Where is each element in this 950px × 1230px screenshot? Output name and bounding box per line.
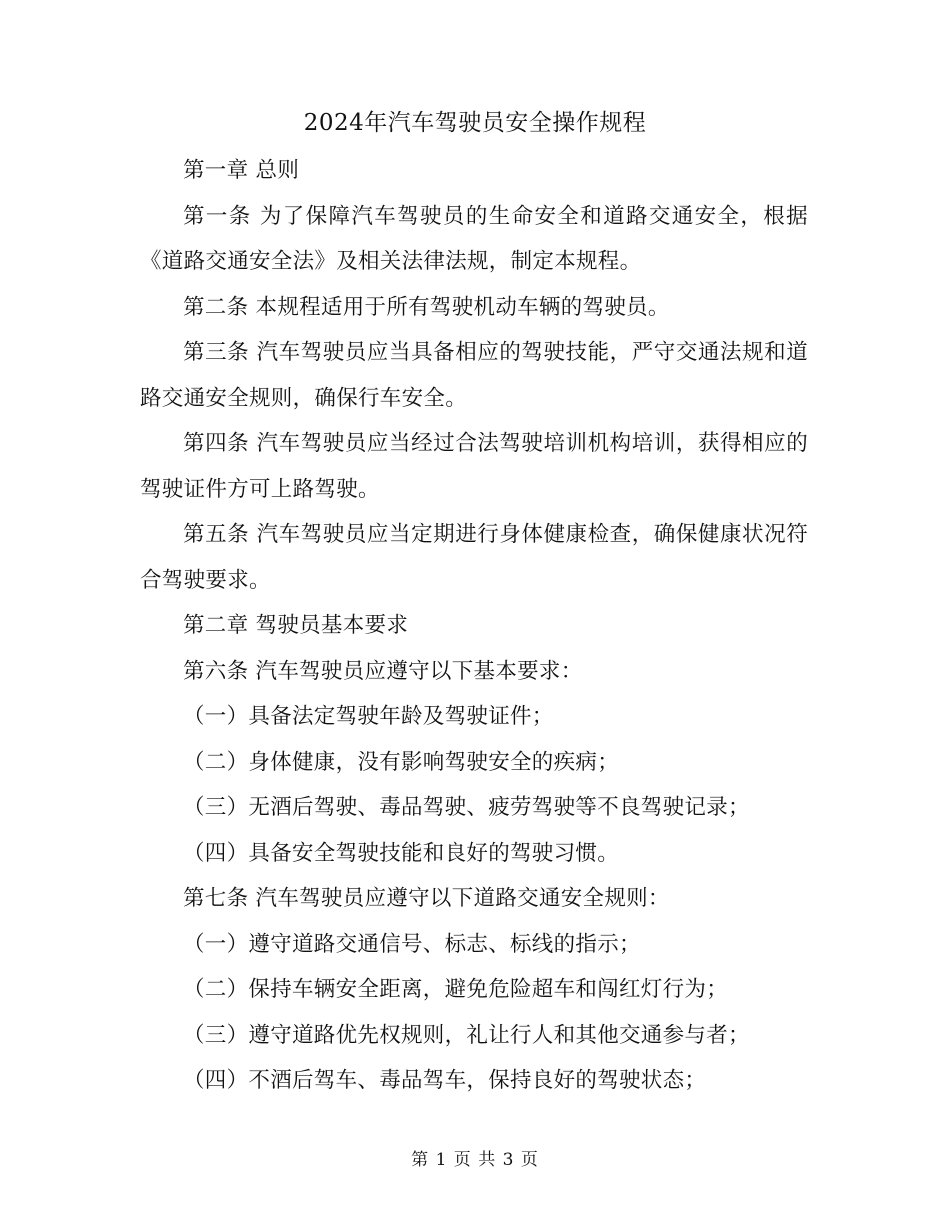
list-item: （一）具备法定驾驶年龄及驾驶证件； [183,704,554,729]
list-item: （四）不酒后驾车、毒品驾车，保持良好的驾驶状态； [183,1068,707,1093]
document-title: 2024年汽车驾驶员安全操作规程 [303,110,647,136]
document-body [140,148,808,1104]
article-paragraph: 第七条 汽车驾驶员应遵守以下道路交通安全规则： [183,886,670,911]
article-paragraph: 第五条 汽车驾驶员应当定期进行身体健康检查，确保健康状况符合驾驶要求。 [140,522,808,593]
list-item: （三）遵守道路优先权规则，礼让行人和其他交通参与者； [183,1022,750,1048]
article-paragraph: 第四条 汽车驾驶员应当经过合法驾驶培训机构培训，获得相应的驾驶证件方可上路驾驶。 [140,431,808,502]
chapter-heading: 第二章 驾驶员基本要求 [183,613,409,638]
article-paragraph: 第三条 汽车驾驶员应当具备相应的驾驶技能，严守交通法规和道路交通安全规则，确保行车安全。 [140,340,808,411]
list-item: （三）无酒后驾驶、毒品驾驶、疲劳驾驶等不良驾驶记录； [183,795,750,820]
list-item: （一）遵守道路交通信号、标志、标线的指示； [183,931,641,957]
article-paragraph: 第二条 本规程适用于所有驾驶机动车辆的驾驶员。 [183,294,670,320]
article-paragraph: 第一条 为了保障汽车驾驶员的生命安全和道路交通安全，根据《道路交通安全法》及相关法律法规，制定本规程。 [140,203,808,274]
article-paragraph: 第六条 汽车驾驶员应遵守以下基本要求： [183,658,583,684]
list-item: （二）保持车辆安全距离，避免危险超车和闯红灯行为； [183,977,729,1002]
list-item: （四）具备安全驾驶技能和良好的驾驶习惯。 [183,840,620,866]
chapter-heading: 第一章 总则 [183,158,300,183]
list-item: （二）身体健康，没有影响驾驶安全的疾病； [183,749,620,775]
page-number-footer: 第 1 页 共 3 页 [411,1150,539,1170]
